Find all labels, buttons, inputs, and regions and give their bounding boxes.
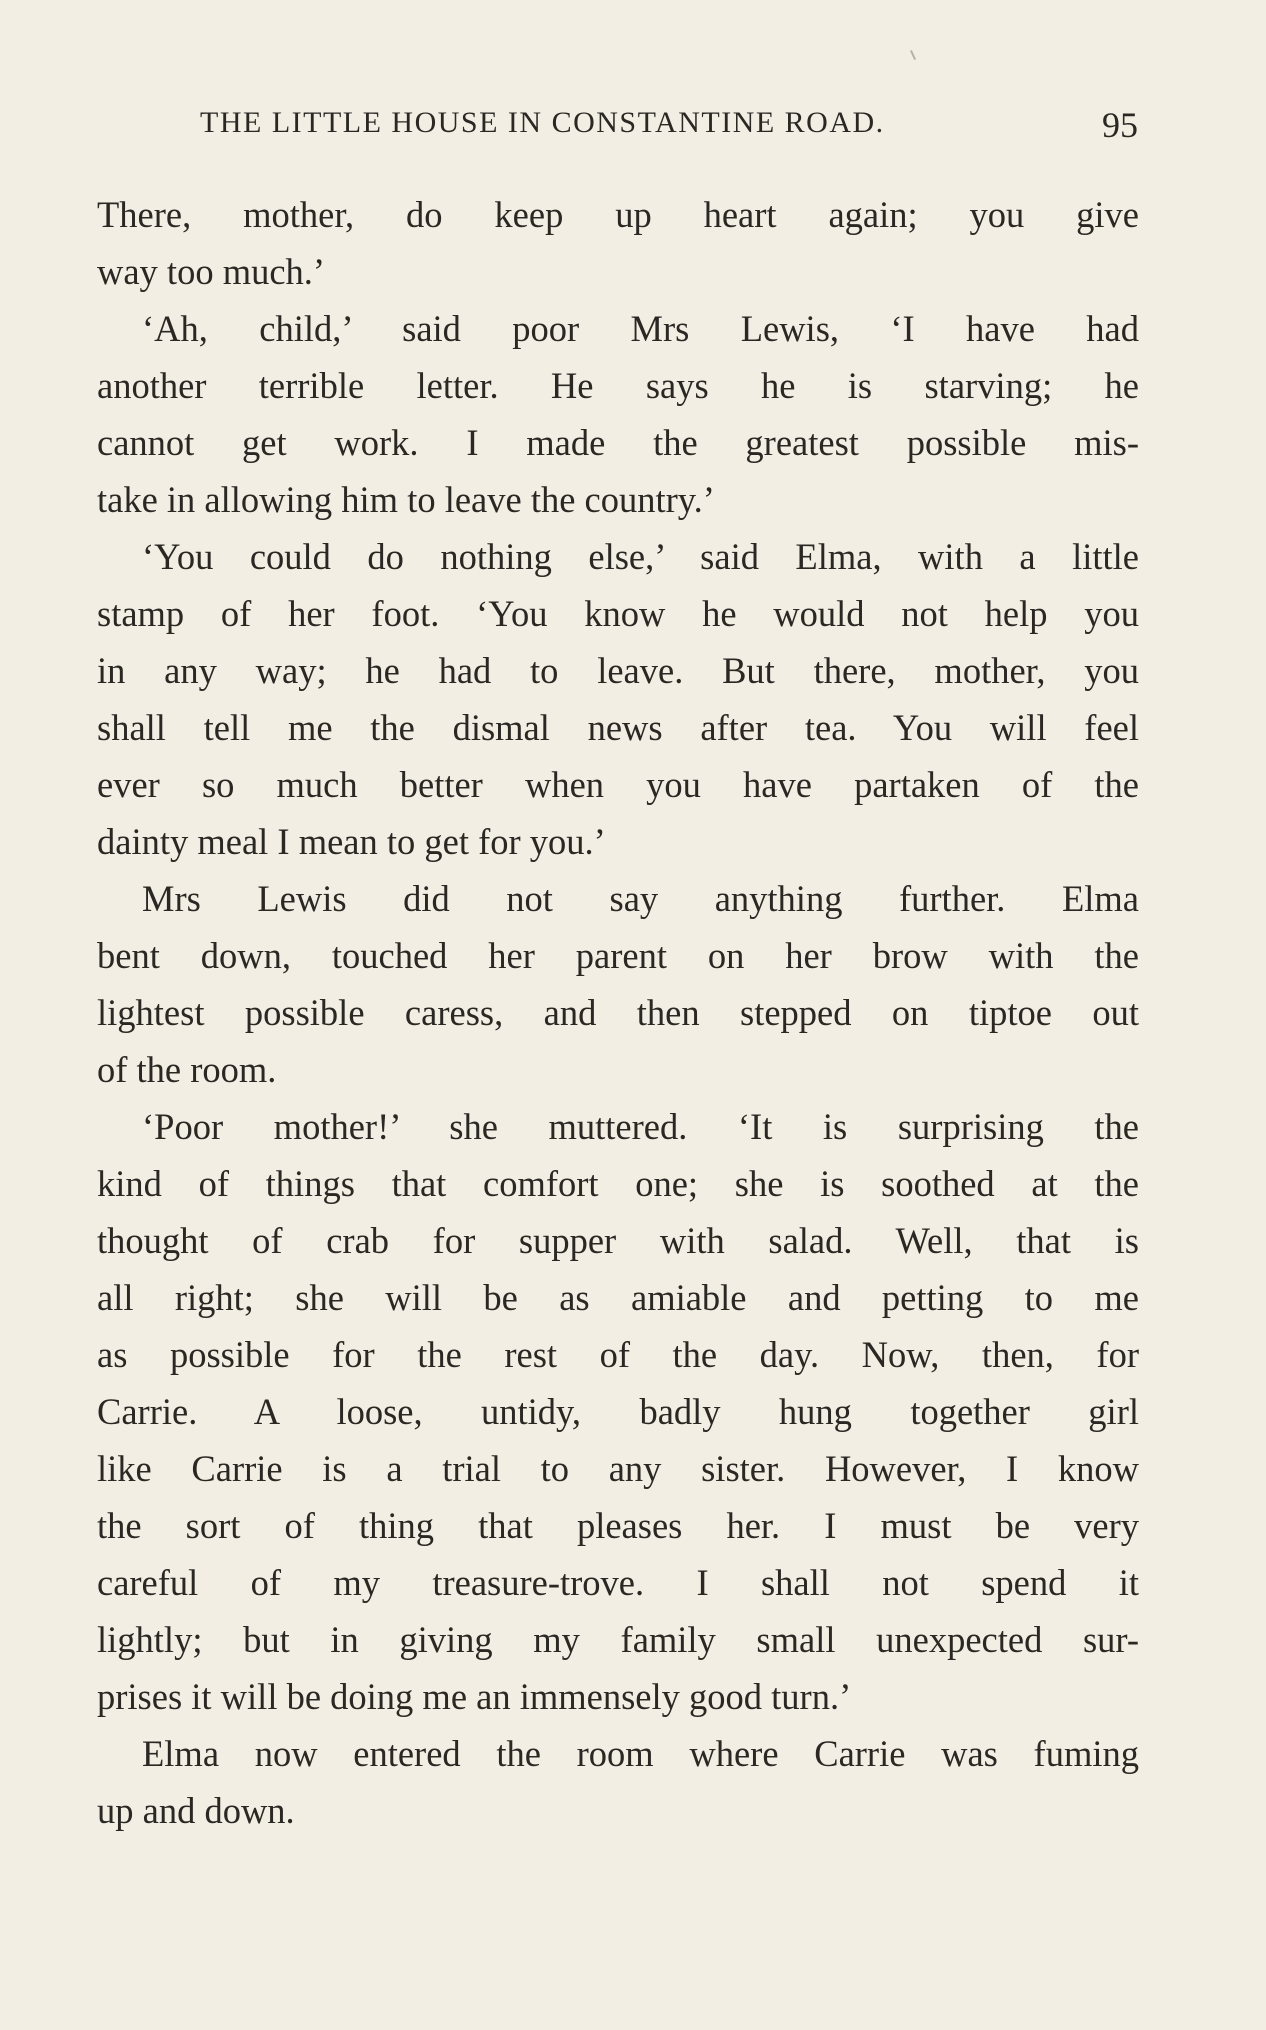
text-line: up and down. bbox=[97, 1790, 295, 1831]
text-line: take in allowing him to leave the country.’ bbox=[97, 479, 715, 520]
paper-speck bbox=[910, 50, 916, 60]
text-line: as possible for the rest of the day. Now, then, for bbox=[97, 1334, 1139, 1375]
text-line: bent down, touched her parent on her brow with the bbox=[97, 935, 1139, 976]
running-title: THE LITTLE HOUSE IN CONSTANTINE ROAD. bbox=[200, 106, 885, 139]
text-line: another terrible letter. He says he is starving; he bbox=[97, 365, 1139, 406]
running-head bbox=[96, 106, 1138, 146]
text-line: like Carrie is a trial to any sister. However, I know bbox=[97, 1448, 1139, 1489]
paragraph bbox=[97, 300, 1139, 528]
text-line: ‘You could do nothing else,’ said Elma, with a little bbox=[142, 536, 1139, 577]
page-number: 95 bbox=[1102, 105, 1138, 145]
text-line: of the room. bbox=[97, 1049, 277, 1090]
text-line: lightest possible caress, and then stepped on tiptoe out bbox=[97, 992, 1139, 1033]
paragraph bbox=[97, 1098, 1139, 1725]
text-line: cannot get work. I made the greatest possible mis- bbox=[97, 422, 1139, 463]
paragraph bbox=[97, 1725, 1139, 1839]
text-line: careful of my treasure-trove. I shall not spend it bbox=[97, 1562, 1139, 1603]
body-text bbox=[97, 186, 1139, 1839]
text-line: all right; she will be as amiable and petting to me bbox=[97, 1277, 1139, 1318]
text-line: the sort of thing that pleases her. I must be very bbox=[97, 1505, 1139, 1546]
text-line: lightly; but in giving my family small unexpected sur- bbox=[97, 1619, 1139, 1660]
text-line: shall tell me the dismal news after tea. You will feel bbox=[97, 707, 1139, 748]
text-line: way too much.’ bbox=[97, 251, 326, 292]
text-line: prises it will be doing me an immensely good turn.’ bbox=[97, 1676, 852, 1717]
text-line: ‘Ah, child,’ said poor Mrs Lewis, ‘I have had bbox=[142, 308, 1139, 349]
paragraph bbox=[97, 528, 1139, 870]
text-line: stamp of her foot. ‘You know he would not help you bbox=[97, 593, 1139, 634]
text-line: in any way; he had to leave. But there, mother, you bbox=[97, 650, 1139, 691]
text-line: ever so much better when you have partaken of the bbox=[97, 764, 1139, 805]
text-line: kind of things that comfort one; she is soothed at the bbox=[97, 1163, 1139, 1204]
paragraph bbox=[97, 870, 1139, 1098]
paragraph bbox=[97, 186, 1139, 300]
text-line: thought of crab for supper with salad. Well, that is bbox=[97, 1220, 1139, 1261]
text-line: ‘Poor mother!’ she muttered. ‘It is surprising the bbox=[142, 1106, 1139, 1147]
text-line: Mrs Lewis did not say anything further. Elma bbox=[142, 878, 1139, 919]
text-line: Carrie. A loose, untidy, badly hung together girl bbox=[97, 1391, 1139, 1432]
text-line: Elma now entered the room where Carrie was fuming bbox=[142, 1733, 1139, 1774]
text-line: dainty meal I mean to get for you.’ bbox=[97, 821, 606, 862]
text-line: There, mother, do keep up heart again; you give bbox=[97, 194, 1139, 235]
